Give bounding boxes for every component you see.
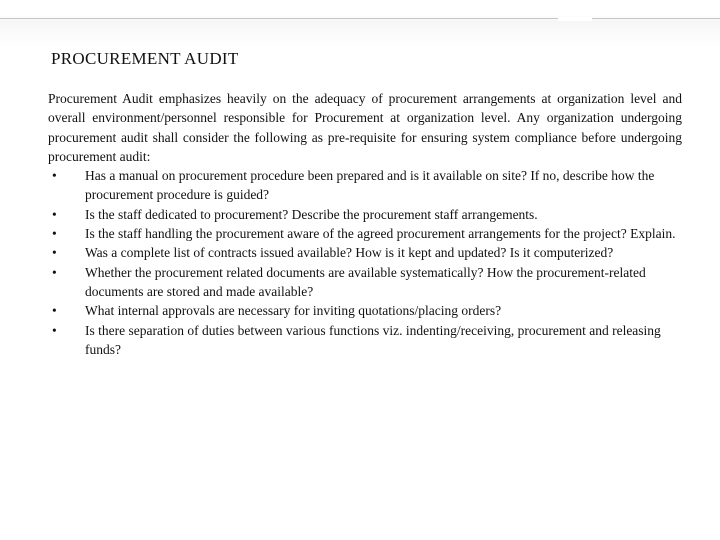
list-item-text: Is the staff handling the procurement aware of the agreed procurement arrangements for the project? Explain. [85, 226, 676, 242]
list-item-text: Has a manual on procurement procedure been prepared and is it available on site? If no, describe how the procurement procedure is guided? [85, 168, 655, 203]
header-divider [0, 18, 720, 19]
bullet-icon: • [52, 168, 57, 184]
bullet-icon: • [52, 206, 57, 222]
header-notch [558, 17, 592, 21]
bullet-icon: • [52, 226, 57, 242]
list-item-text: Is there separation of duties between various functions viz. indenting/receiving, procurement and releasing funds? [85, 322, 661, 357]
list-item-text: Is the staff dedicated to procurement? Describe the procurement staff arrangements. [85, 206, 538, 222]
bullet-icon: • [52, 245, 57, 261]
list-item [48, 166, 682, 205]
list-item-text: Was a complete list of contracts issued available? How is it kept and updated? Is it computerized? [85, 245, 614, 261]
header-band [0, 0, 720, 48]
list-item-text: Whether the procurement related documents are available systematically? How the procurement-related documents are stored and made available? [85, 264, 646, 299]
list-item [48, 301, 682, 320]
list-item-text: What internal approvals are necessary for inviting quotations/placing orders? [85, 303, 502, 319]
bullet-icon: • [52, 322, 57, 338]
list-item [48, 263, 682, 302]
slide-title: PROCUREMENT AUDIT [51, 49, 239, 68]
bullet-icon: • [52, 264, 57, 280]
list-item [48, 243, 682, 262]
bullet-icon: • [52, 303, 57, 319]
slide-body [48, 89, 682, 359]
intro-paragraph: Procurement Audit emphasizes heavily on the adequacy of procurement arrangements at organization level and overall environment/personnel responsible for Procurement at organization level. Any organization undergoing procurement audit shall consider the following as pre-requisite for ensuring system compliance before undergoing procurement audit: [48, 91, 682, 164]
list-item [48, 224, 682, 243]
requirement-list [48, 166, 682, 359]
list-item [48, 205, 682, 224]
list-item [48, 321, 682, 360]
